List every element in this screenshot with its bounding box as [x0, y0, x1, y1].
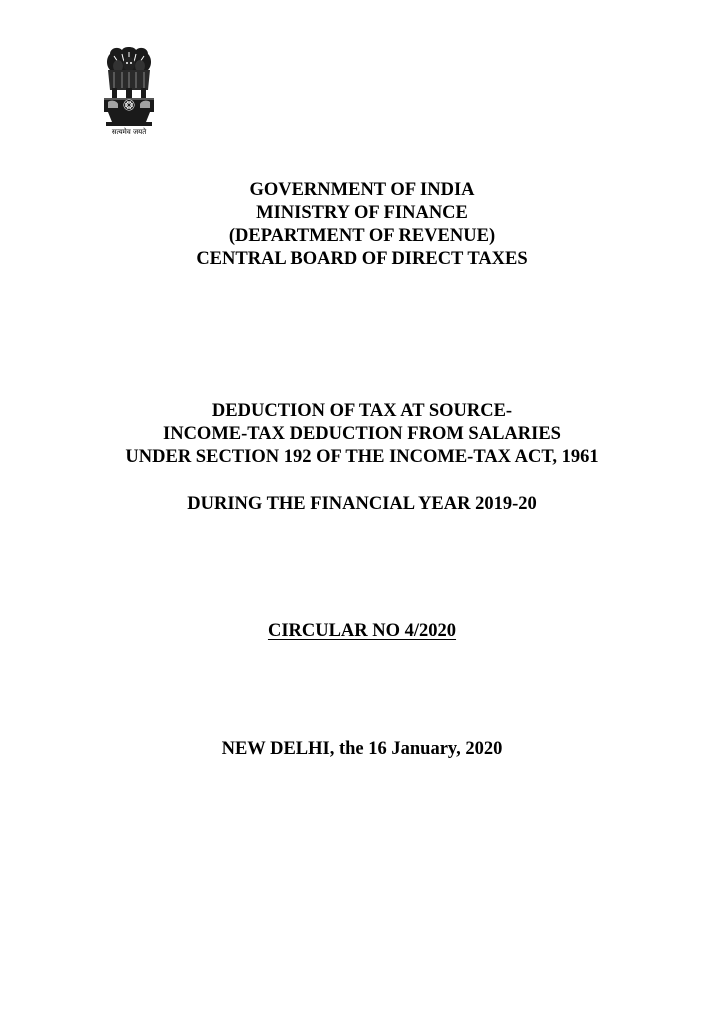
financial-year-text: DURING THE FINANCIAL YEAR 2019-20: [187, 494, 537, 514]
header-line-board: CENTRAL BOARD OF DIRECT TAXES: [196, 249, 528, 269]
emblem-motto: सत्यमेव जयते: [111, 128, 147, 136]
header-line-department: (DEPARTMENT OF REVENUE): [228, 226, 496, 246]
date-line: [0, 738, 724, 761]
circular-number-line: [0, 620, 724, 643]
header-line-government: GOVERNMENT OF INDIA: [249, 180, 475, 200]
header-block: [0, 179, 724, 271]
subject-line-3: UNDER SECTION 192 OF THE INCOME-TAX ACT, 1961: [125, 447, 599, 467]
financial-year-line: [0, 493, 724, 516]
issue-date-text: NEW DELHI, the 16 January, 2020: [221, 739, 503, 759]
circular-number: CIRCULAR NO 4/2020: [267, 621, 457, 641]
header-line-ministry: MINISTRY OF FINANCE: [256, 203, 468, 223]
subject-block: [0, 400, 724, 469]
subject-line-2: INCOME-TAX DEDUCTION FROM SALARIES: [163, 424, 561, 444]
subject-line-1: DEDUCTION OF TAX AT SOURCE-: [211, 401, 513, 421]
